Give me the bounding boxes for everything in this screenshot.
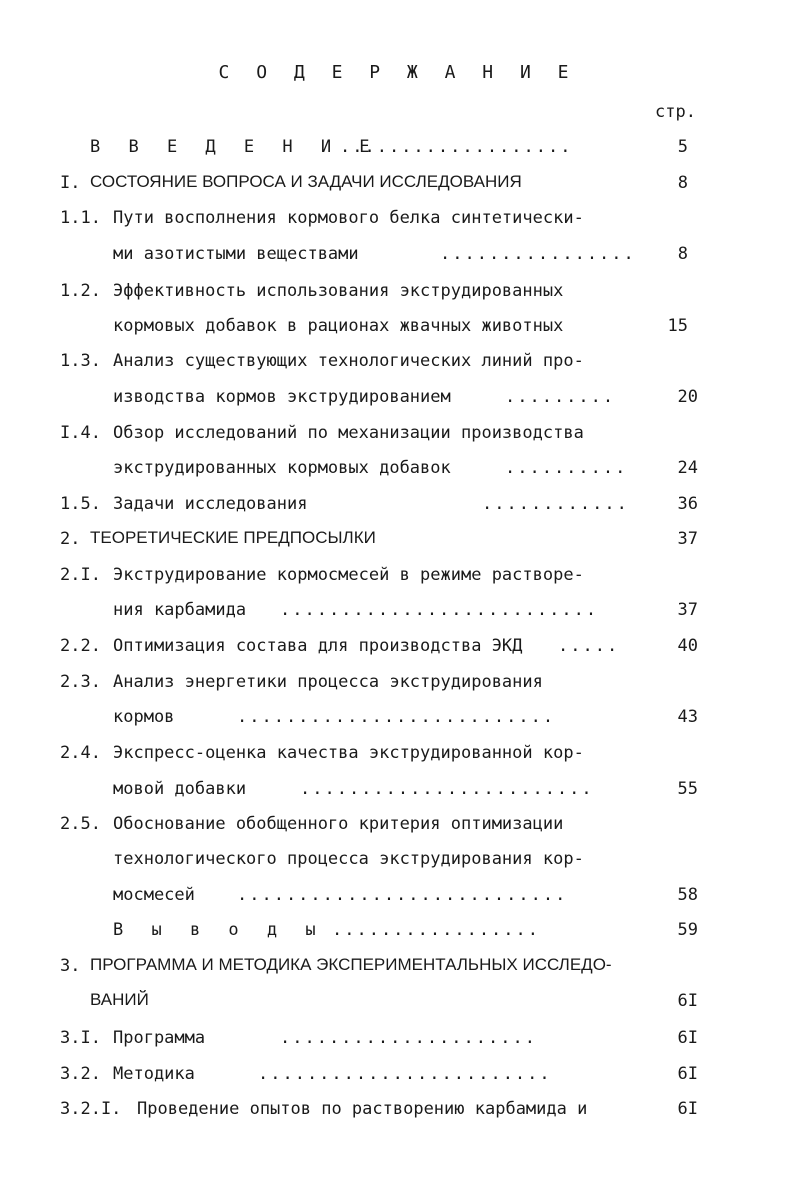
toc-entry-text: В ы в о д ы bbox=[113, 920, 325, 940]
toc-entry-text: Экспресс-оценка качества экструдированной кор- bbox=[113, 743, 584, 763]
toc-page-number: 37 bbox=[677, 600, 698, 620]
toc-page-number: 55 bbox=[677, 779, 698, 799]
toc-entry-text: Анализ существующих технологических линий про- bbox=[113, 351, 584, 371]
toc-entry-text: Оптимизация состава для производства ЭКД bbox=[113, 636, 523, 656]
toc-entry-number: 1.5. bbox=[60, 494, 101, 514]
page-column-header: стр. bbox=[655, 102, 696, 122]
toc-entry-number: 2.I. bbox=[60, 565, 101, 585]
toc-page-number: 6I bbox=[677, 991, 698, 1011]
toc-entry-number: 2.4. bbox=[60, 743, 101, 763]
toc-page-number: 59 bbox=[677, 920, 698, 940]
toc-entry-text: Методика bbox=[113, 1064, 195, 1084]
toc-entry-continuation: кормов bbox=[113, 707, 175, 727]
toc-entry-continuation: ния карбамида bbox=[113, 600, 247, 620]
toc-entry-text: ПРОГРАММА И МЕТОДИКА ЭКСПЕРИМЕНТАЛЬНЫХ ИССЛЕДО- bbox=[90, 955, 612, 974]
toc-leader-dots: ........................ bbox=[258, 1064, 552, 1084]
toc-entry-text: Анализ энергетики процесса экструдирования bbox=[113, 672, 543, 692]
toc-entry-number: 1.3. bbox=[60, 351, 101, 371]
toc-page-number: 8 bbox=[677, 244, 688, 264]
toc-leader-dots: ........................... bbox=[237, 885, 568, 905]
toc-entry-text: Эффективность использования экструдированных bbox=[113, 281, 564, 301]
toc-leader-dots: ..... bbox=[558, 636, 620, 656]
toc-entry-text: ТЕОРЕТИЧЕСКИЕ ПРЕДПОСЫЛКИ bbox=[90, 528, 376, 547]
toc-entry-text: СОСТОЯНИЕ ВОПРОСА И ЗАДАЧИ ИССЛЕДОВАНИЯ bbox=[90, 172, 522, 191]
toc-leader-dots: ................. bbox=[332, 920, 540, 940]
toc-entry-number: 3.2. bbox=[60, 1064, 101, 1084]
toc-entry-text: Задачи исследования bbox=[113, 494, 308, 514]
toc-entry-continuation: кормовых добавок в рационах жвачных животных bbox=[113, 316, 564, 336]
toc-page-number: 37 bbox=[677, 529, 698, 549]
toc-entry-continuation: экструдированных кормовых добавок bbox=[113, 458, 451, 478]
toc-entry-number: I.4. bbox=[60, 423, 101, 443]
toc-page-number: 40 bbox=[677, 636, 698, 656]
toc-page-number: 36 bbox=[677, 494, 698, 514]
toc-entry-text: Проведение опытов по растворению карбамида и bbox=[137, 1099, 588, 1119]
toc-entry-number: 3.I. bbox=[60, 1028, 101, 1048]
toc-entry-number: 2.2. bbox=[60, 636, 101, 656]
toc-page-number: 5 bbox=[677, 137, 688, 157]
toc-leader-dots: ..................... bbox=[280, 1028, 537, 1048]
toc-entry-continuation: технологического процесса экструдирования кор- bbox=[113, 849, 584, 869]
toc-leader-dots: .......... bbox=[505, 458, 628, 478]
toc-entry-text: Пути восполнения кормового белка синтетически- bbox=[113, 208, 584, 228]
toc-entry-text: Программа bbox=[113, 1028, 206, 1048]
toc-entry-continuation: изводства кормов экструдированием bbox=[113, 387, 451, 407]
toc-entry-number: 1.1. bbox=[60, 208, 101, 228]
toc-entry-continuation: ми азотистыми веществами bbox=[113, 244, 359, 264]
toc-leader-dots: .......................... bbox=[280, 600, 599, 620]
toc-entry-number: 2.3. bbox=[60, 672, 101, 692]
toc-entry-text: Экструдирование кормосмесей в режиме растворе- bbox=[113, 565, 584, 585]
toc-page-number: 43 bbox=[677, 707, 698, 727]
toc-page-number: 6I bbox=[677, 1099, 698, 1119]
toc-entry-continuation: мовой добавки bbox=[113, 779, 247, 799]
page-title: С О Д Е Р Ж А Н И Е bbox=[218, 62, 577, 83]
toc-entry-text: Обзор исследований по механизации производства bbox=[113, 423, 584, 443]
toc-entry-number: 3. bbox=[60, 956, 81, 976]
toc-page-number: 20 bbox=[677, 387, 698, 407]
toc-page-number: 15 bbox=[667, 316, 688, 336]
toc-leader-dots: .......................... bbox=[237, 707, 556, 727]
toc-entry-text: Обоснование обобщенного критерия оптимизации bbox=[113, 814, 564, 834]
toc-entry-continuation: мосмесей bbox=[113, 885, 195, 905]
toc-leader-dots: ................ bbox=[440, 244, 636, 264]
toc-entry-number: 2.5. bbox=[60, 814, 101, 834]
toc-page-number: 58 bbox=[677, 885, 698, 905]
toc-page-number: 6I bbox=[677, 1064, 698, 1084]
toc-page-number: 24 bbox=[677, 458, 698, 478]
toc-leader-dots: ................... bbox=[340, 137, 573, 157]
toc-leader-dots: ......... bbox=[505, 387, 616, 407]
toc-entry-number: 2. bbox=[60, 529, 81, 549]
toc-page-number: 6I bbox=[677, 1028, 698, 1048]
toc-leader-dots: ............ bbox=[482, 494, 629, 514]
toc-entry-text: В В Е Д Е Н И Е bbox=[90, 137, 379, 157]
toc-page-number: 8 bbox=[677, 173, 688, 193]
toc-entry-number: I. bbox=[60, 173, 81, 193]
toc-entry-number: 1.2. bbox=[60, 281, 101, 301]
toc-leader-dots: ........................ bbox=[300, 779, 594, 799]
toc-entry-continuation: ВАНИЙ bbox=[90, 990, 149, 1009]
toc-entry-number: 3.2.I. bbox=[60, 1099, 122, 1119]
